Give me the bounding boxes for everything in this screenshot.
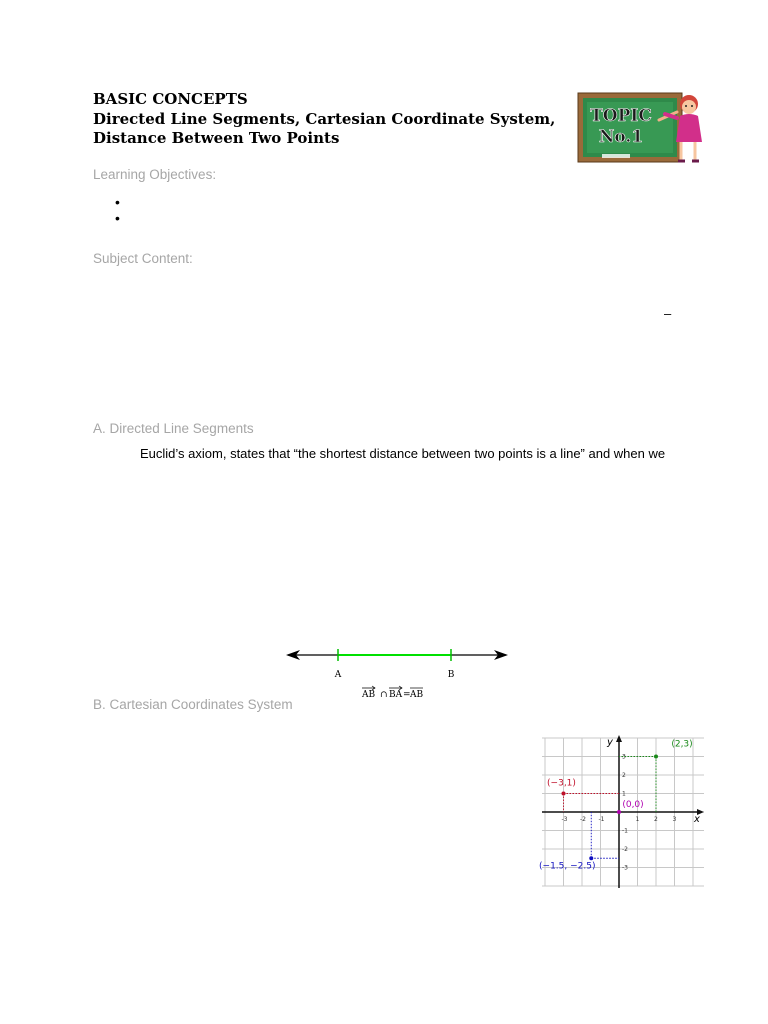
topic-teacher-illustration	[577, 90, 712, 166]
y-tick-label: 1	[622, 790, 626, 798]
x-tick-label: 3	[672, 816, 677, 823]
point-marker	[562, 792, 566, 796]
subject-content-heading: Subject Content:	[93, 251, 193, 266]
point-marker	[617, 810, 621, 814]
caption-ab-result: AB	[410, 690, 424, 700]
objectives-list	[115, 194, 120, 226]
caption-equals: =	[403, 690, 411, 700]
point-b-label: B	[447, 670, 455, 680]
x-axis-label: x	[694, 814, 700, 825]
point-label: (−3,1)	[547, 778, 576, 789]
y-tick-label: -2	[622, 846, 628, 853]
euclid-paragraph: Euclid’s axiom, states that “the shortest distance between two points is a line” and when we	[140, 446, 666, 461]
directed-line-segments-heading: A. Directed Line Segments	[93, 421, 254, 436]
stray-dash: –	[664, 306, 672, 321]
point-label: (−1.5, −2.5)	[539, 861, 596, 872]
list-item	[115, 210, 120, 226]
point-a-label: A	[334, 670, 342, 680]
segment-caption	[361, 686, 423, 700]
cartesian-grid-figure	[538, 730, 708, 892]
point-label: (2,3)	[671, 739, 693, 750]
list-item	[115, 194, 120, 210]
title-line-3: Distance Between Two Points	[93, 129, 340, 147]
topic-badge-line2: No.1	[598, 127, 644, 147]
plotted-points	[539, 740, 693, 872]
y-tick-label: 2	[622, 772, 626, 779]
document-title	[93, 90, 555, 149]
y-axis-label: y	[607, 737, 613, 748]
learning-objectives-heading: Learning Objectives:	[93, 167, 217, 182]
x-tick-label: -3	[561, 816, 568, 823]
point-label: (0,0)	[622, 800, 644, 810]
caption-intersect: ∩	[380, 690, 388, 700]
point-marker	[654, 755, 658, 759]
y-tick-label: -3	[622, 864, 628, 872]
x-tick-label: 2	[654, 816, 658, 823]
caption-ab: AB	[362, 690, 376, 700]
y-tick-label: 3	[622, 753, 626, 761]
directed-segment-figure	[282, 640, 512, 704]
point-marker	[589, 856, 593, 860]
x-tick-label: -2	[580, 816, 586, 823]
y-tick-label: -1	[622, 827, 628, 835]
topic-badge-line1: TOPIC	[590, 106, 652, 126]
title-line-2: Directed Line Segments, Cartesian Coordinate System,	[93, 109, 556, 128]
caption-ba: BA	[389, 690, 403, 700]
x-tick-label: 1	[635, 816, 640, 823]
x-tick-label: -1	[598, 816, 605, 823]
cartesian-coordinates-heading: B. Cartesian Coordinates System	[93, 697, 293, 712]
title-line-1: BASIC CONCEPTS	[93, 90, 248, 108]
